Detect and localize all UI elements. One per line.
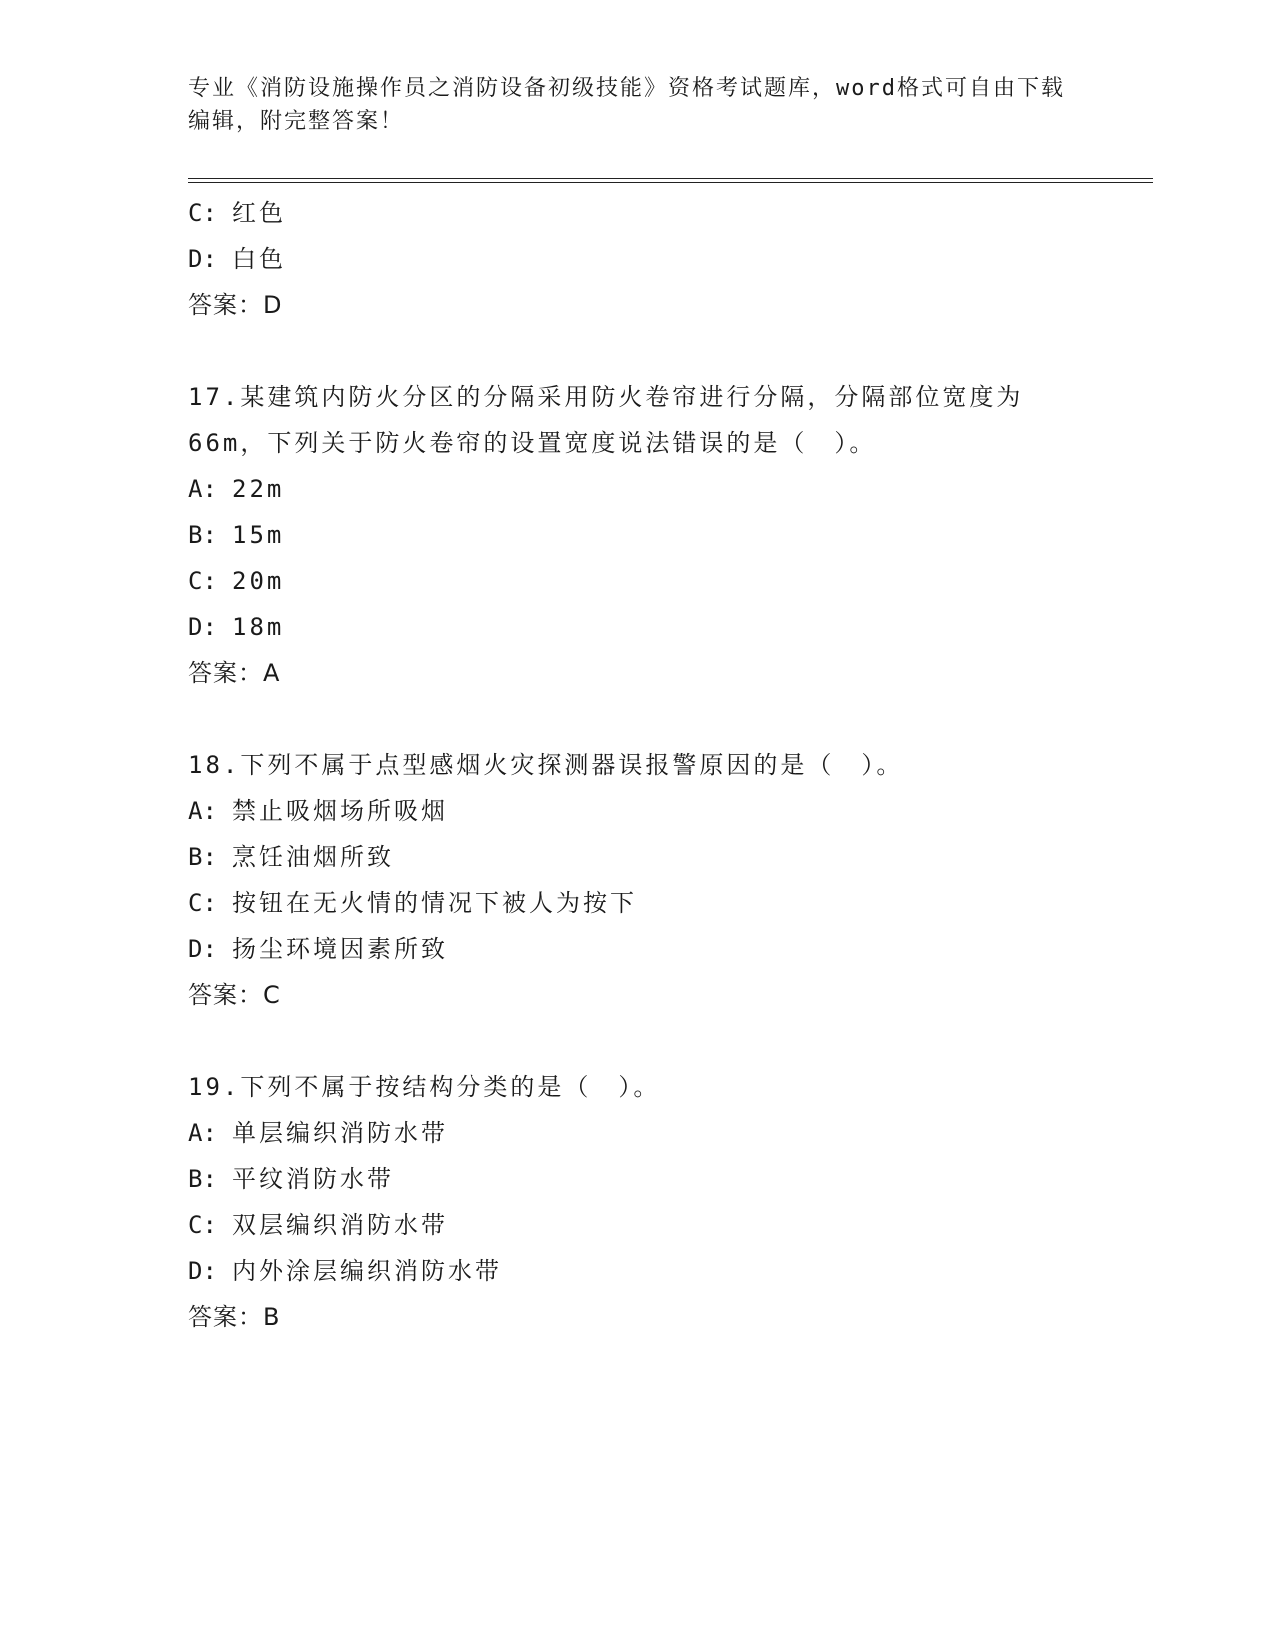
option-a bbox=[188, 466, 1088, 512]
spacer bbox=[188, 1018, 1088, 1064]
option-text: 平纹消防水带 bbox=[232, 1165, 394, 1193]
question-block-19 bbox=[188, 1064, 1088, 1340]
option-b bbox=[188, 512, 1088, 558]
document-body bbox=[188, 190, 1088, 1340]
option-text: 18m bbox=[232, 613, 285, 641]
option-d bbox=[188, 604, 1088, 650]
option-b bbox=[188, 1156, 1088, 1202]
option-label: B: bbox=[188, 521, 217, 549]
option-text: 22m bbox=[232, 475, 285, 503]
option-text: 扬尘环境因素所致 bbox=[232, 935, 448, 963]
question-stem: 18.下列不属于点型感烟火灾探测器误报警原因的是（ ）。 bbox=[188, 751, 904, 779]
option-label: C: bbox=[188, 199, 217, 227]
option-b bbox=[188, 834, 1088, 880]
option-label: D: bbox=[188, 1257, 217, 1285]
answer-line: 答案：D bbox=[188, 291, 283, 319]
option-text: 白色 bbox=[232, 245, 286, 273]
question-block-17 bbox=[188, 374, 1088, 696]
question-block-18 bbox=[188, 742, 1088, 1018]
option-label: A: bbox=[188, 1119, 217, 1147]
question-stem: 19.下列不属于按结构分类的是（ ）。 bbox=[188, 1073, 661, 1101]
header-title: 专业《消防设施操作员之消防设备初级技能》资格考试题库，word格式可自由下载编辑，附完整答案！ bbox=[188, 76, 1065, 134]
spacer bbox=[188, 696, 1088, 742]
option-text: 20m bbox=[232, 567, 285, 595]
header-divider bbox=[188, 178, 1153, 183]
option-label: A: bbox=[188, 797, 217, 825]
option-c bbox=[188, 1202, 1088, 1248]
option-text: 按钮在无火情的情况下被人为按下 bbox=[232, 889, 637, 917]
question-block-16-tail bbox=[188, 190, 1088, 328]
option-label: D: bbox=[188, 245, 217, 273]
option-label: A: bbox=[188, 475, 217, 503]
option-text: 烹饪油烟所致 bbox=[232, 843, 394, 871]
option-label: D: bbox=[188, 935, 217, 963]
option-d bbox=[188, 926, 1088, 972]
option-d bbox=[188, 1248, 1088, 1294]
option-d bbox=[188, 236, 1088, 282]
option-label: B: bbox=[188, 1165, 217, 1193]
option-c bbox=[188, 558, 1088, 604]
spacer bbox=[188, 328, 1088, 374]
option-text: 红色 bbox=[232, 199, 286, 227]
answer-line: 答案：C bbox=[188, 981, 281, 1009]
option-text: 禁止吸烟场所吸烟 bbox=[232, 797, 448, 825]
option-label: C: bbox=[188, 889, 217, 917]
answer-line: 答案：A bbox=[188, 659, 281, 687]
option-text: 内外涂层编织消防水带 bbox=[232, 1257, 502, 1285]
option-c bbox=[188, 190, 1088, 236]
option-label: C: bbox=[188, 567, 217, 595]
option-c bbox=[188, 880, 1088, 926]
option-text: 15m bbox=[232, 521, 285, 549]
option-label: B: bbox=[188, 843, 217, 871]
option-text: 双层编织消防水带 bbox=[232, 1211, 448, 1239]
page-header bbox=[188, 72, 1068, 138]
option-a bbox=[188, 1110, 1088, 1156]
option-a bbox=[188, 788, 1088, 834]
answer-line: 答案：B bbox=[188, 1303, 281, 1331]
option-label: C: bbox=[188, 1211, 217, 1239]
option-text: 单层编织消防水带 bbox=[232, 1119, 448, 1147]
option-label: D: bbox=[188, 613, 217, 641]
question-stem: 17.某建筑内防火分区的分隔采用防火卷帘进行分隔，分隔部位宽度为66m，下列关于防火卷帘的设置宽度说法错误的是（ ）。 bbox=[188, 383, 1024, 457]
